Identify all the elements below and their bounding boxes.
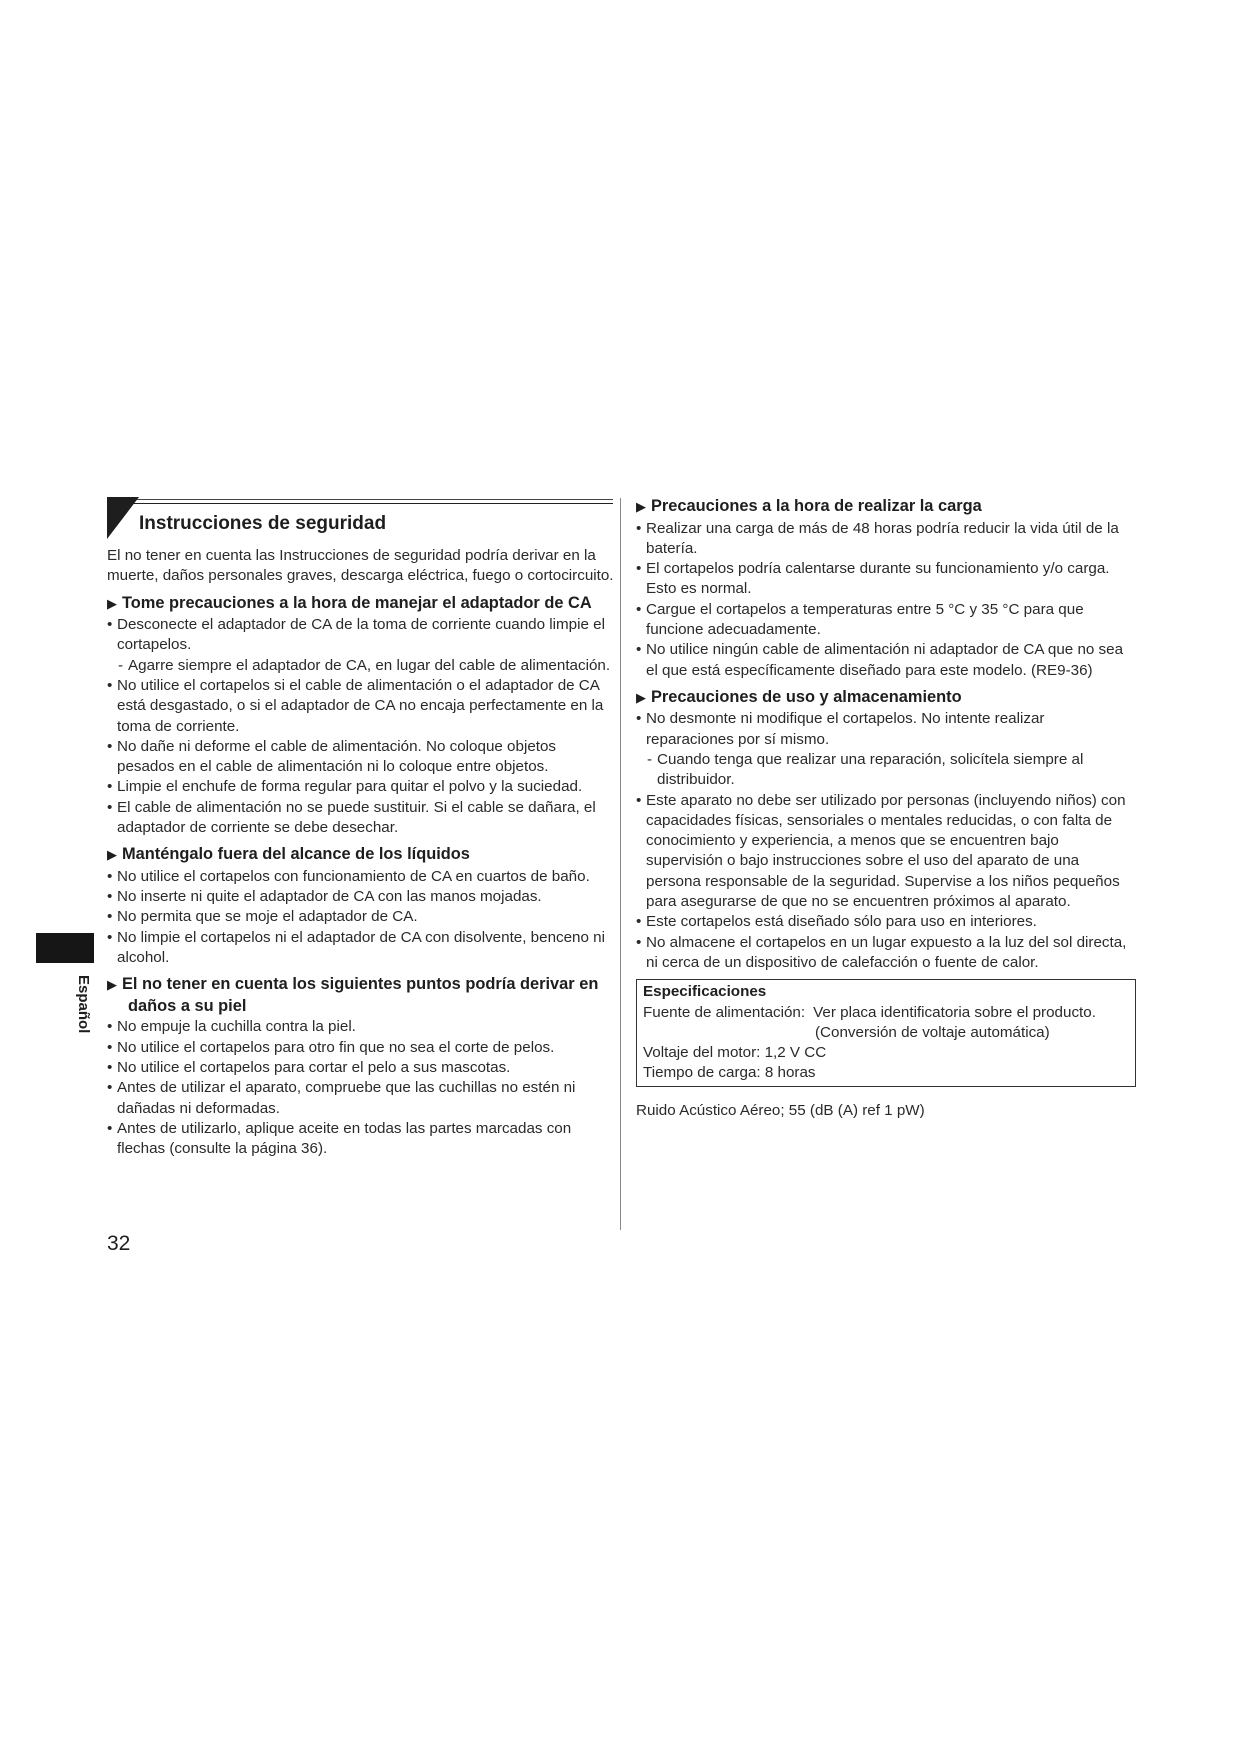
list-item: • No limpie el cortapelos ni el adaptador de CA con disolvente, benceno ni alcohol. [107, 928, 615, 969]
pointer-triangle-icon: ▶ [107, 595, 117, 611]
list-item: • No utilice el cortapelos para cortar el pelo a sus mascotas. [107, 1058, 615, 1078]
charging-heading-text: Precauciones a la hora de realizar la carga [651, 497, 982, 515]
intro-paragraph: El no tener en cuenta las Instrucciones de seguridad podría derivar en la muerte, daños personales graves, descarga eléctrica, fuego o cortocircuito. [107, 547, 614, 585]
sub-item-text: Cuando tenga que realizar una reparación, solicítela siempre al distribuidor. [657, 750, 1084, 789]
left-column [107, 498, 615, 1159]
list-item: • No utilice el cortapelos para otro fin que no sea el corte de pelos. [107, 1038, 615, 1058]
list-item: • No inserte ni quite el adaptador de CA con las manos mojadas. [107, 887, 615, 907]
liquids-list [107, 867, 615, 968]
list-item: • Cargue el cortapelos a temperaturas entre 5 °C y 35 °C para que funcione adecuadamente. [636, 600, 1136, 641]
list-item: • No dañe ni deforme el cable de alimentación. No coloque objetos pesados en el cable de alimentación ni lo coloque entre objetos. [107, 737, 615, 778]
spec-motor: Voltaje del motor: 1,2 V CC [643, 1044, 827, 1062]
skin-list [107, 1017, 615, 1159]
skin-heading [107, 974, 615, 1016]
charging-list [636, 519, 1136, 681]
charging-heading [636, 496, 1136, 518]
sub-item-text: Agarre siempre el adaptador de CA, en lugar del cable de alimentación. [128, 656, 611, 674]
spec-charge-time: Tiempo de carga: 8 horas [643, 1064, 816, 1082]
usage-heading-text: Precauciones de uso y almacenamiento [651, 687, 962, 706]
language-tab-marker [36, 933, 94, 963]
language-label: Español [75, 975, 92, 1034]
list-item: • Desconecte el adaptador de CA de la toma de corriente cuando limpie el cortapelos. [107, 615, 615, 656]
adapter-heading [107, 593, 615, 615]
specifications-title: Especificaciones [643, 983, 767, 1001]
list-item: • No utilice el cortapelos con funcionamiento de CA en cuartos de baño. [107, 867, 615, 887]
usage-heading [636, 687, 1136, 709]
adapter-list [107, 615, 615, 656]
liquids-heading [107, 844, 615, 866]
page-number: 32 [107, 1232, 131, 1255]
list-item: • No empuje la cuchilla contra la piel. [107, 1017, 615, 1037]
list-item: • Realizar una carga de más de 48 horas podría reducir la vida útil de la batería. [636, 519, 1136, 560]
pointer-triangle-icon: ▶ [636, 689, 646, 705]
noise-spec: Ruido Acústico Aéreo; 55 (dB (A) ref 1 pW) [636, 1101, 925, 1119]
list-item: • No utilice ningún cable de alimentación ni adaptador de CA que no sea el que está específicamente diseñado para este modelo. (RE9-36) [636, 640, 1136, 681]
spec-power-label: Fuente de alimentación: [643, 1003, 806, 1021]
column-divider [620, 498, 621, 1230]
usage-list-cont [636, 791, 1136, 974]
skin-heading-text: El no tener en cuenta los siguientes puntos podría derivar en daños a su piel [122, 975, 599, 1015]
list-item: • El cortapelos podría calentarse durante su funcionamiento y/o carga. Esto es normal. [636, 559, 1136, 600]
spec-power-row [643, 1003, 1129, 1023]
adapter-heading-text: Tome precauciones a la hora de manejar el adaptador de CA [122, 593, 592, 612]
sub-item: - Cuando tenga que realizar una reparación, solicítela siempre al distribuidor. [647, 750, 1084, 789]
specifications-box [636, 979, 1136, 1086]
list-item: • Limpie el enchufe de forma regular para quitar el polvo y la suciedad. [107, 777, 615, 797]
list-item: • No permita que se moje el adaptador de CA. [107, 907, 615, 927]
list-item: • El cable de alimentación no se puede sustituir. Si el cable se dañara, el adaptador de corriente se debe desechar. [107, 798, 615, 839]
usage-list [636, 709, 1136, 750]
pointer-triangle-icon: ▶ [107, 847, 117, 863]
list-item: • Antes de utilizarlo, aplique aceite en todas las partes marcadas con flechas (consulte la página 36). [107, 1119, 615, 1160]
list-item: • Antes de utilizar el aparato, compruebe que las cuchillas no estén ni dañadas ni deformadas. [107, 1078, 615, 1119]
spec-power-note: (Conversión de voltaje automática) [815, 1023, 1050, 1041]
list-item: • Este aparato no debe ser utilizado por personas (incluyendo niños) con capacidades físicas, sensoriales o mentales reducidas, o con falta de conocimiento y experiencia, a menos que se encuentren bajo supervisión o bajo instrucciones sobre el uso del aparato de una persona responsable de la seguridad. Supervise a los niños pequeños para asegurarse de que no se encuentren próximos al aparato. [636, 791, 1136, 913]
sub-item: - Agarre siempre el adaptador de CA, en lugar del cable de alimentación. [118, 656, 611, 674]
list-item: • No desmonte ni modifique el cortapelos. No intente realizar reparaciones por sí mismo. [636, 709, 1136, 750]
adapter-list-cont [107, 676, 615, 838]
list-item: • No utilice el cortapelos si el cable de alimentación o el adaptador de CA está desgastado, o si el adaptador de CA no encaja perfectamente en la toma de corriente. [107, 676, 615, 737]
right-column [636, 496, 1136, 1121]
section-title: Instrucciones de seguridad [139, 513, 387, 534]
list-item: • No almacene el cortapelos en un lugar expuesto a la luz del sol directa, ni cerca de un dispositivo de calefacción o fuente de calor. [636, 933, 1136, 974]
liquids-heading-text: Manténgalo fuera del alcance de los líquidos [122, 845, 470, 864]
pointer-triangle-icon: ▶ [107, 977, 117, 993]
list-item: • Este cortapelos está diseñado sólo para uso en interiores. [636, 912, 1136, 932]
language-tab [74, 975, 94, 1035]
pointer-triangle-icon: ▶ [636, 499, 646, 514]
spec-power-value: Ver placa identificatoria sobre el producto. [813, 1003, 1096, 1021]
